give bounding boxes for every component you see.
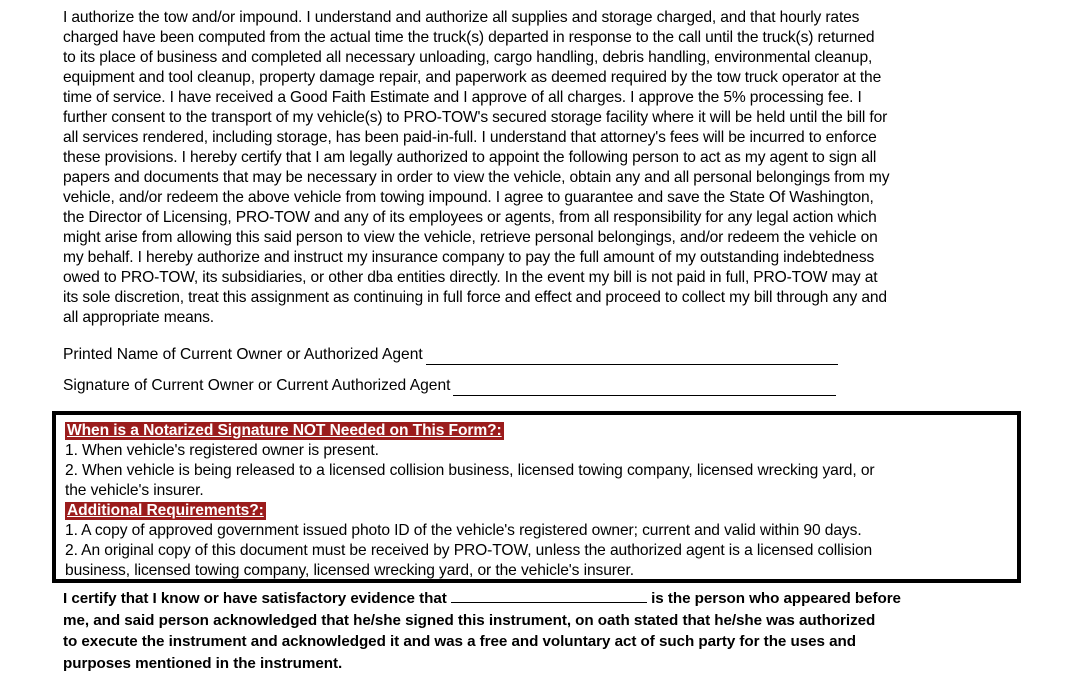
certification-text: is the person who appeared before bbox=[651, 590, 901, 607]
authorization-line: my behalf. I hereby authorize and instruct my insurance company to pay the full amount of my outstanding indebtedness bbox=[63, 249, 875, 266]
notary-item: 1. When vehicle's registered owner is present. bbox=[65, 442, 379, 459]
authorization-line: all appropriate means. bbox=[63, 309, 214, 326]
certification-line: me, and said person acknowledged that he/she signed this instrument, on oath stated that he/she was authorized bbox=[63, 611, 876, 629]
certification-paragraph bbox=[63, 588, 1023, 674]
authorization-line: time of service. I have received a Good Faith Estimate and I approve of all charges. I approve the 5% processing fee. I bbox=[63, 89, 862, 106]
certification-line: purposes mentioned in the instrument. bbox=[63, 654, 343, 672]
signature-field[interactable] bbox=[453, 380, 836, 396]
authorization-line: owed to PRO-TOW, its subsidiaries, or other dba entities directly. In the event my bill is not paid in full, PRO-TOW may at bbox=[63, 269, 878, 286]
authorization-line: vehicle, and/or redeem the above vehicle from towing impound. I agree to guarantee and save the State Of Washington, bbox=[63, 189, 874, 206]
certification-text: I certify that I know or have satisfactory evidence that bbox=[63, 590, 447, 607]
authorization-line: to its place of business and completed all necessary unloading, cargo handling, debris handling, environmental cleanup, bbox=[63, 49, 873, 66]
signature-label: Signature of Current Owner or Current Authorized Agent bbox=[63, 377, 451, 394]
printed-name-label: Printed Name of Current Owner or Authorized Agent bbox=[63, 346, 423, 363]
requirement-item: business, licensed towing company, licensed wrecking yard, or the vehicle's insurer. bbox=[65, 562, 634, 579]
requirement-item: 1. A copy of approved government issued photo ID of the vehicle's registered owner; current and valid within 90 days. bbox=[65, 522, 862, 539]
requirements-heading: Additional Requirements?: bbox=[67, 502, 264, 519]
printed-name-field[interactable] bbox=[426, 349, 838, 365]
notary-item: 2. When vehicle is being released to a licensed collision business, licensed towing company, licensed wrecking yard, or bbox=[65, 462, 875, 479]
notary-heading: When is a Notarized Signature NOT Needed on This Form?: bbox=[67, 422, 502, 439]
signature-row bbox=[63, 376, 836, 396]
authorization-line: the Director of Licensing, PRO-TOW and any of its employees or agents, from all responsibility for any legal action which bbox=[63, 209, 877, 226]
notary-item: the vehicle's insurer. bbox=[65, 482, 204, 499]
printed-name-row bbox=[63, 345, 838, 365]
authorization-line: I authorize the tow and/or impound. I understand and authorize all supplies and storage charged, and that hourly rates bbox=[63, 9, 860, 26]
authorization-line: all services rendered, including storage, has been paid-in-full. I understand that attorney's fees will be incurred to enforce bbox=[63, 129, 877, 146]
authorization-line: these provisions. I hereby certify that I am legally authorized to appoint the following person to act as my agent to sign all bbox=[63, 149, 877, 166]
certification-line: to execute the instrument and acknowledged it and was a free and voluntary act of such party for the uses and bbox=[63, 633, 856, 650]
authorization-line: its sole discretion, treat this assignment as continuing in full force and effect and proceed to collect my bill through any and bbox=[63, 289, 887, 306]
authorization-line: might arise from allowing this said person to view the vehicle, retrieve personal belongings, and/or redeem the vehicle on bbox=[63, 229, 878, 246]
requirement-item: 2. An original copy of this document must be received by PRO-TOW, unless the authorized agent is a licensed collision bbox=[65, 542, 873, 559]
witness-name-field[interactable] bbox=[451, 589, 647, 603]
notary-info-box bbox=[52, 411, 1021, 583]
authorization-line: papers and documents that may be necessary in order to view the vehicle, obtain any and all personal belongings from my bbox=[63, 169, 890, 186]
authorization-paragraph bbox=[63, 8, 1023, 328]
authorization-line: equipment and tool cleanup, property damage repair, and paperwork as deemed required by the tow truck operator at the bbox=[63, 69, 882, 86]
authorization-line: charged have been computed from the actual time the truck(s) departed in response to the call until the truck(s) returned bbox=[63, 29, 875, 46]
authorization-line: further consent to the transport of my vehicle(s) to PRO-TOW's secured storage facility where it will be held until the bill for bbox=[63, 109, 888, 126]
